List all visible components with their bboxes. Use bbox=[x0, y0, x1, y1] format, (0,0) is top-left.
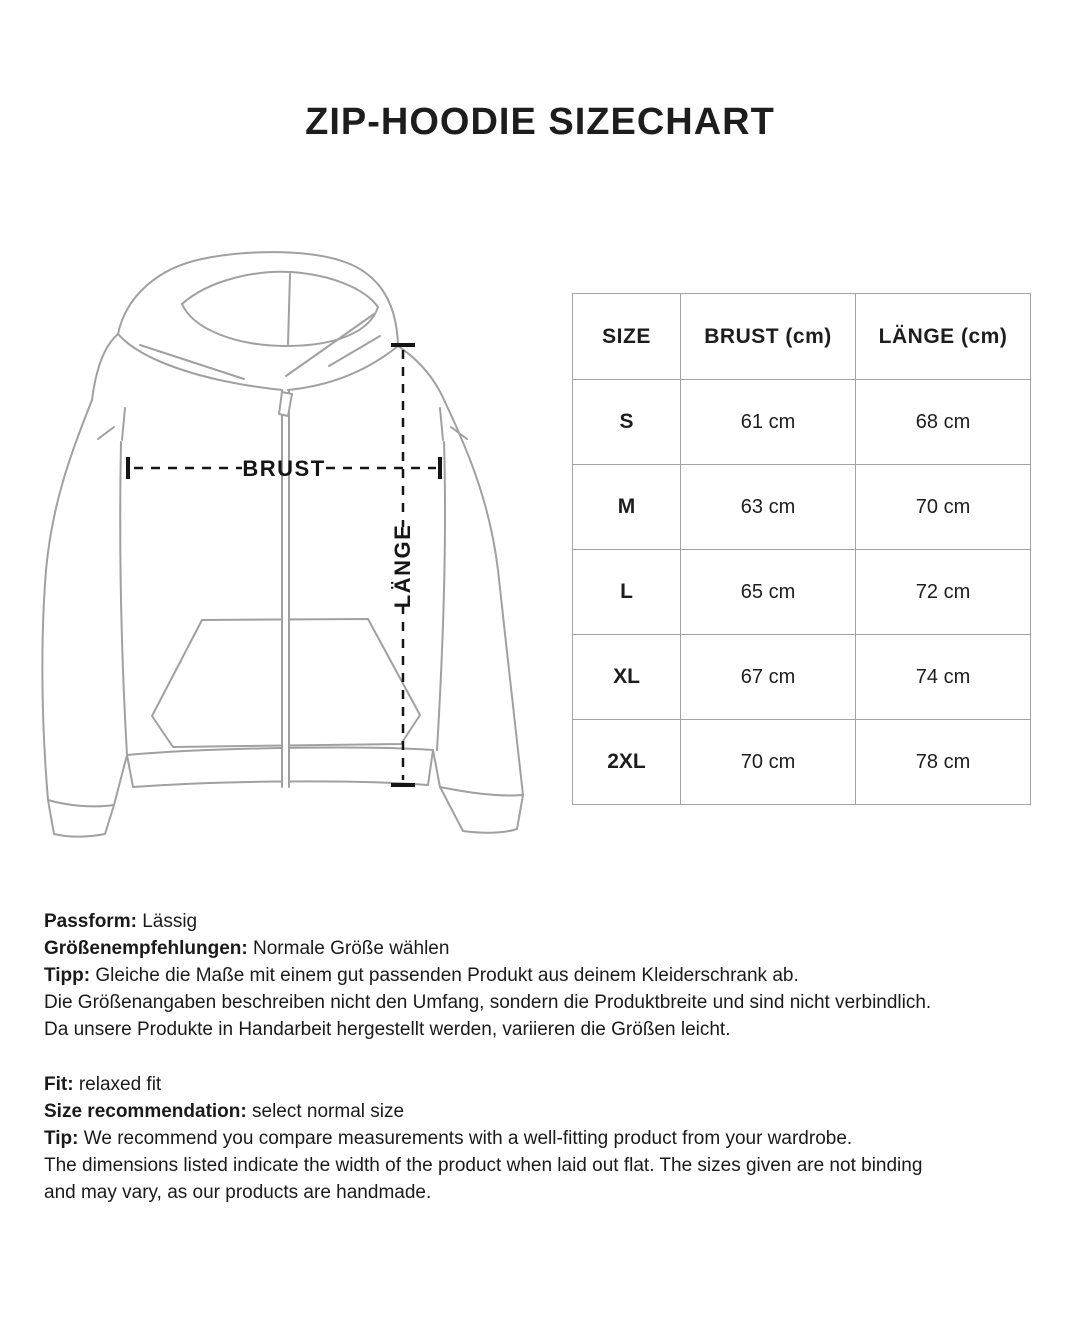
note-label: Tipp: bbox=[44, 965, 91, 986]
note-line-de-5 bbox=[44, 1016, 931, 1043]
size-table bbox=[572, 293, 1031, 805]
note-text: relaxed fit bbox=[73, 1074, 162, 1095]
laenge-cell: 70 cm bbox=[856, 465, 1031, 550]
cuff-right bbox=[440, 787, 523, 833]
note-text: The dimensions listed indicate the width of the product when laid out flat. The sizes given are not binding bbox=[44, 1155, 923, 1176]
note-text: We recommend you compare measurements with a well-fitting product from your wardrobe. bbox=[78, 1128, 853, 1149]
note-line-groessenempfehlung bbox=[44, 935, 931, 962]
body-left-line bbox=[120, 442, 127, 755]
sleeve-left-inner-line bbox=[114, 755, 127, 805]
laenge-cell: 68 cm bbox=[856, 380, 1031, 465]
chest-measure-label: BRUST bbox=[242, 456, 326, 481]
note-text: Die Größenangaben beschreiben nicht den Umfang, sondern die Produktbreite und sind nicht verbindlich. bbox=[44, 992, 932, 1013]
size-cell: XL bbox=[573, 635, 681, 720]
note-label: Tip: bbox=[44, 1128, 79, 1149]
note-text: and may vary, as our products are handmade. bbox=[44, 1182, 432, 1203]
cuff-left bbox=[48, 800, 114, 837]
laenge-cell: 78 cm bbox=[856, 720, 1031, 805]
note-line-tipp bbox=[44, 962, 931, 989]
table-row-l bbox=[573, 550, 1031, 635]
laenge-cell: 74 cm bbox=[856, 635, 1031, 720]
size-cell: S bbox=[573, 380, 681, 465]
note-line-de-4 bbox=[44, 989, 931, 1016]
brust-cell: 61 cm bbox=[681, 380, 856, 465]
col-header-size: SIZE bbox=[573, 294, 681, 380]
note-line-en-4 bbox=[44, 1152, 922, 1179]
table-header-row bbox=[573, 294, 1031, 380]
hoodie-diagram bbox=[30, 250, 555, 850]
table-row-2xl bbox=[573, 720, 1031, 805]
col-header-brust: BRUST (cm) bbox=[681, 294, 856, 380]
sleeve-left-outer-line bbox=[42, 400, 92, 800]
laenge-cell: 72 cm bbox=[856, 550, 1031, 635]
note-text: Normale Größe wählen bbox=[247, 938, 450, 959]
length-measure-label: LÄNGE bbox=[390, 523, 415, 609]
hood-center-seam bbox=[288, 274, 290, 344]
brust-cell: 70 cm bbox=[681, 720, 856, 805]
brust-cell: 63 cm bbox=[681, 465, 856, 550]
table-row-s bbox=[573, 380, 1031, 465]
underarm-seam-left bbox=[98, 408, 125, 440]
note-label: Size recommendation: bbox=[44, 1101, 247, 1122]
note-line-passform bbox=[44, 908, 931, 935]
note-line-en-5 bbox=[44, 1179, 922, 1206]
sleeve-right-inner-line bbox=[433, 750, 440, 787]
body-right-line bbox=[437, 442, 445, 750]
note-line-tip bbox=[44, 1125, 922, 1152]
note-line-fit bbox=[44, 1071, 922, 1098]
hoodie-line-art bbox=[42, 252, 523, 837]
shoulder-left-line bbox=[92, 334, 118, 400]
notes-german bbox=[44, 908, 931, 1043]
notes-english bbox=[44, 1071, 922, 1206]
col-header-laenge: LÄNGE (cm) bbox=[856, 294, 1031, 380]
hood-collar-left bbox=[118, 334, 282, 390]
size-cell: 2XL bbox=[573, 720, 681, 805]
note-label: Größenempfehlungen: bbox=[44, 938, 248, 959]
page-title: ZIP-HOODIE SIZECHART bbox=[305, 101, 775, 143]
hood-opening-bottom bbox=[182, 304, 378, 346]
sleeve-right-outer-line bbox=[445, 402, 523, 795]
note-label: Passform: bbox=[44, 911, 137, 932]
zipper-tape bbox=[282, 390, 289, 787]
hood-collar-right bbox=[288, 346, 398, 390]
note-line-size-recommendation bbox=[44, 1098, 922, 1125]
note-text: Lässig bbox=[136, 911, 198, 932]
hood-opening-top bbox=[182, 272, 378, 307]
brust-cell: 67 cm bbox=[681, 635, 856, 720]
note-label: Fit: bbox=[44, 1074, 74, 1095]
size-cell: L bbox=[573, 550, 681, 635]
note-text: Da unsere Produkte in Handarbeit hergestellt werden, variieren die Größen leicht. bbox=[44, 1019, 731, 1040]
waistband bbox=[127, 748, 433, 787]
note-text: select normal size bbox=[246, 1101, 405, 1122]
table-row-m bbox=[573, 465, 1031, 550]
size-cell: M bbox=[573, 465, 681, 550]
underarm-seam-right bbox=[440, 408, 467, 440]
brust-cell: 65 cm bbox=[681, 550, 856, 635]
shoulder-right-line bbox=[398, 346, 445, 402]
zipper-pull bbox=[279, 392, 292, 416]
note-text: Gleiche die Maße mit einem gut passenden Produkt aus deinem Kleiderschrank ab. bbox=[90, 965, 799, 986]
table-row-xl bbox=[573, 635, 1031, 720]
